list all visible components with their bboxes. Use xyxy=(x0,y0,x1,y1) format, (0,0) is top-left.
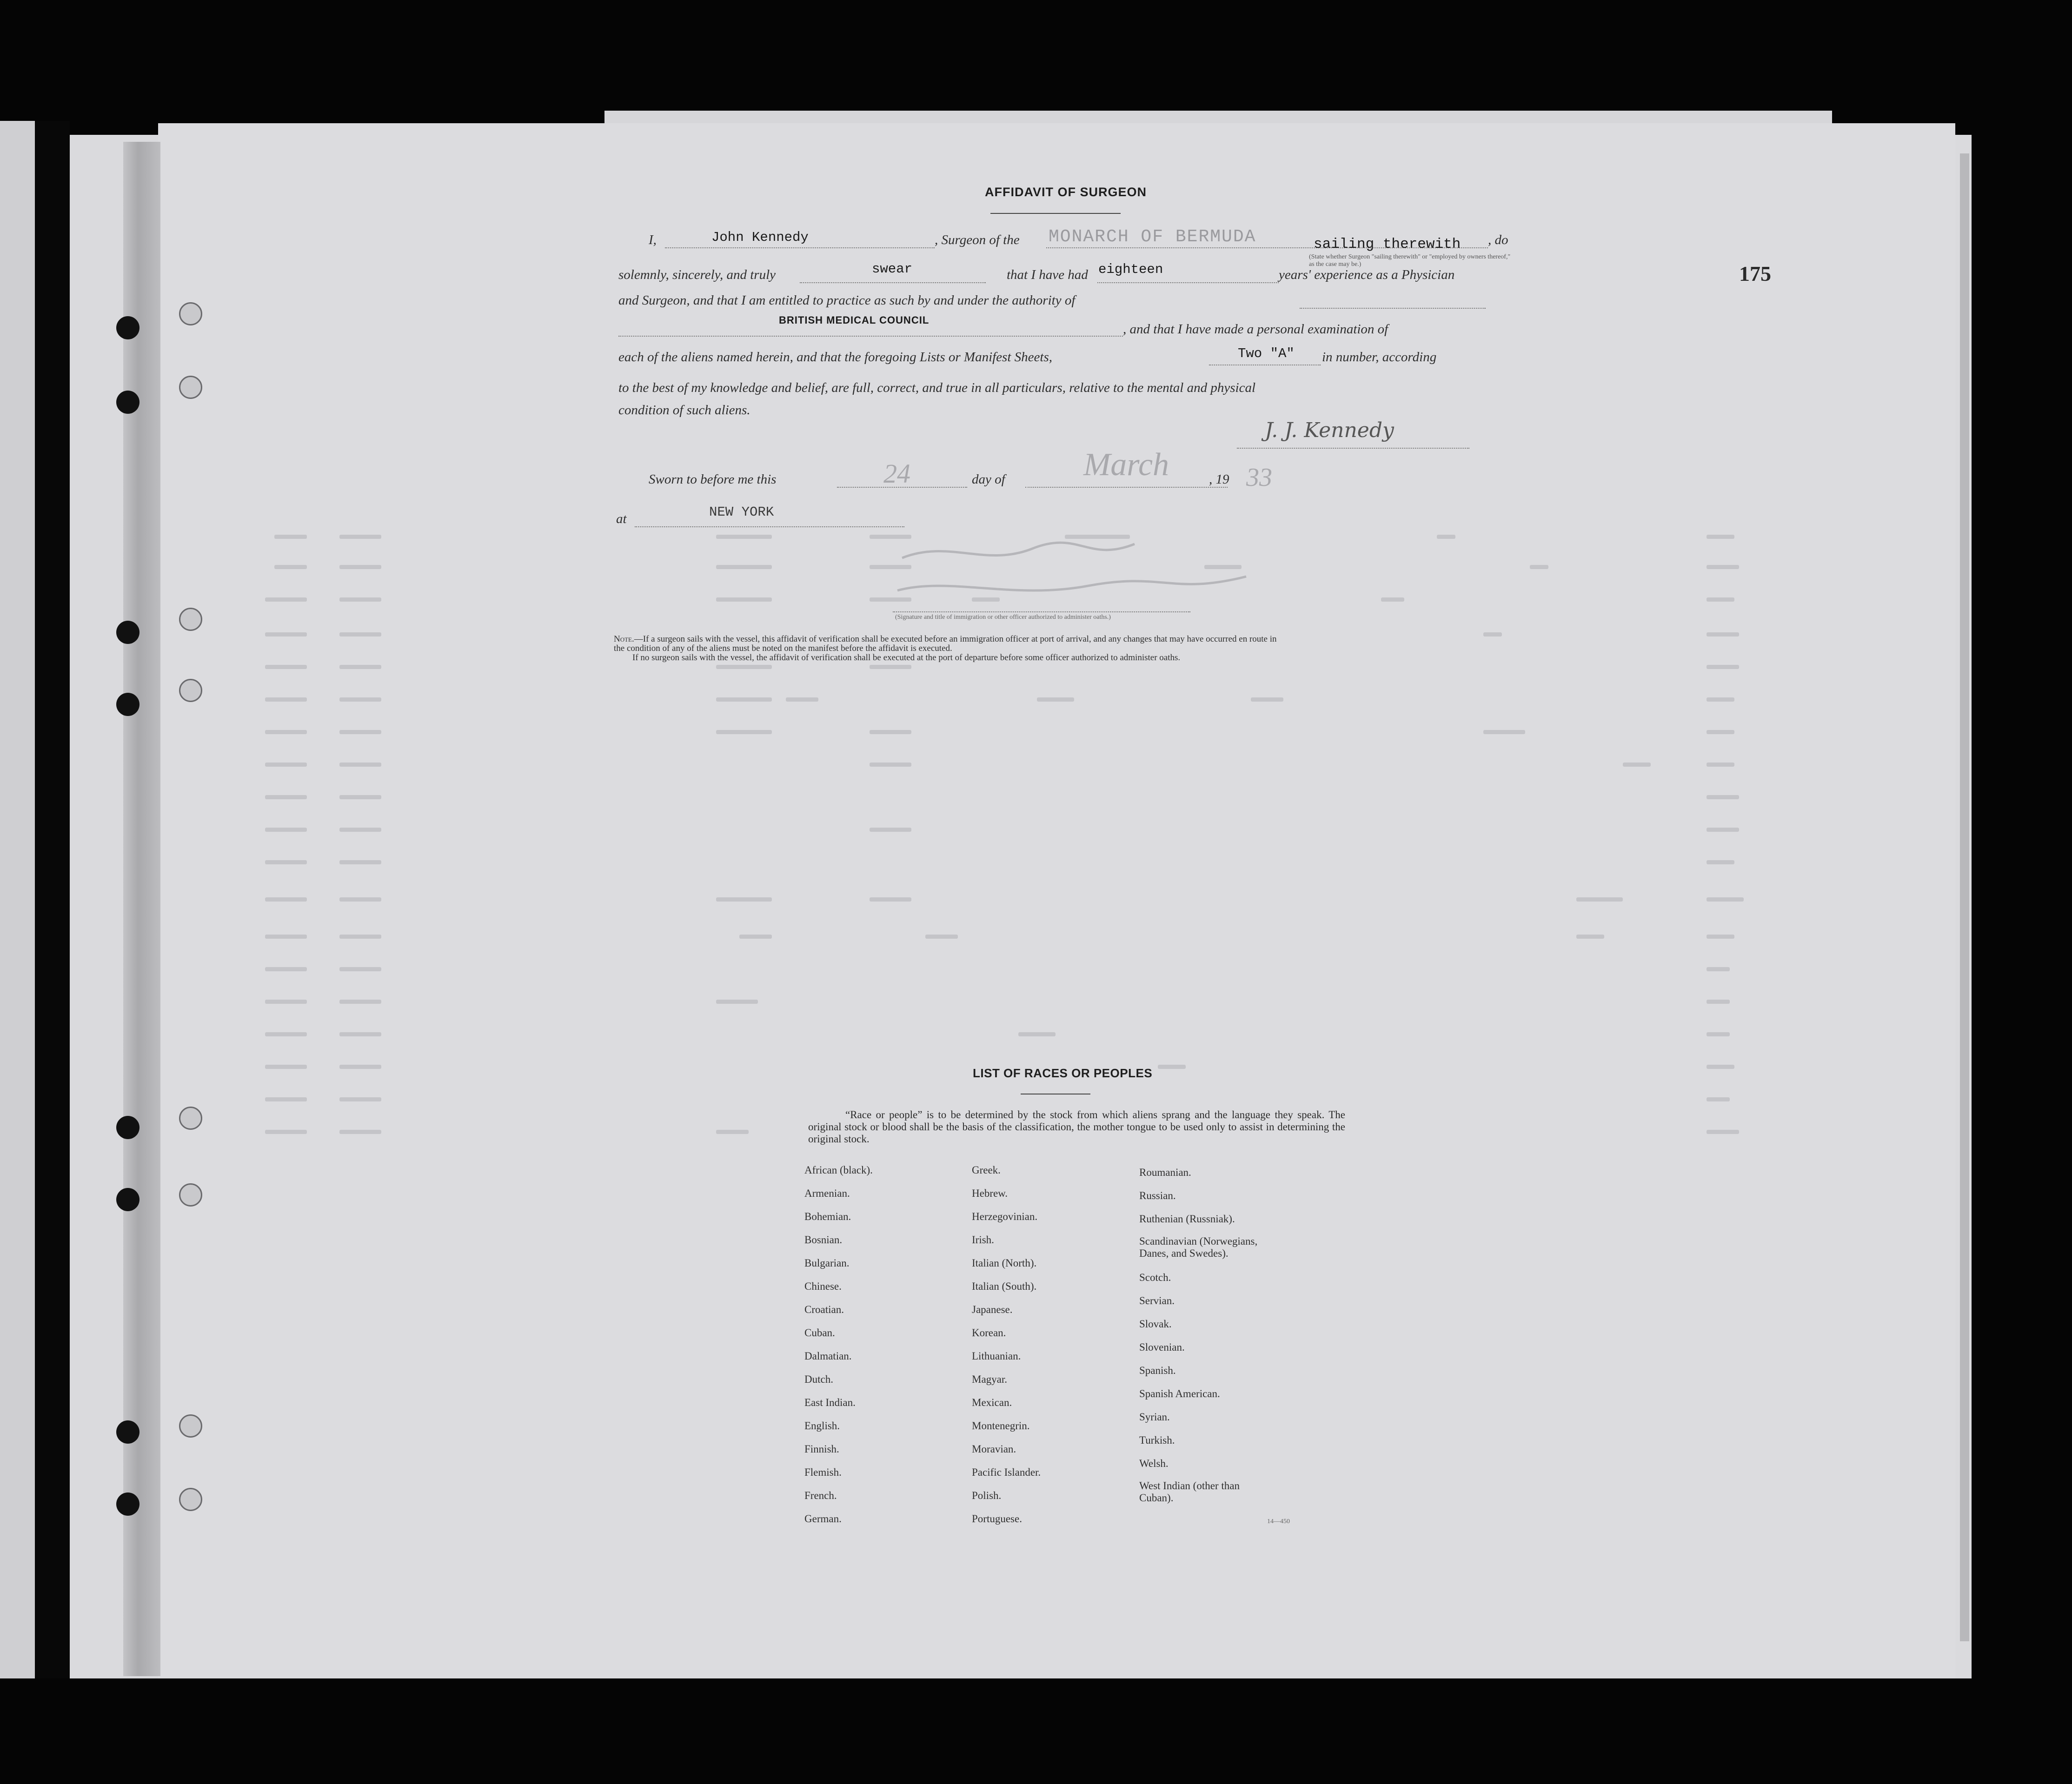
race-entry: Servian. xyxy=(1139,1295,1175,1306)
race-entry: Moravian. xyxy=(972,1443,1016,1455)
race-entry: Spanish. xyxy=(1139,1365,1176,1376)
page-number: 175 xyxy=(1739,262,1771,285)
race-entry: Armenian. xyxy=(804,1187,850,1199)
race-entry: Magyar. xyxy=(972,1373,1008,1385)
punch-hole xyxy=(116,1116,139,1139)
form-number: 14—450 xyxy=(1267,1518,1290,1525)
race-entry: Pacific Islander. xyxy=(972,1466,1041,1478)
sworn-year-prefix: , 19 xyxy=(1209,472,1229,487)
years-experience: eighteen xyxy=(1098,262,1163,277)
oath-line xyxy=(800,282,986,283)
race-entry: Dalmatian. xyxy=(804,1350,852,1362)
race-entry: Roumanian. xyxy=(1139,1167,1191,1178)
race-entry: Croatian. xyxy=(804,1304,844,1315)
years-line xyxy=(1097,282,1279,283)
sworn-prefix: Sworn to before me this xyxy=(649,472,777,487)
punch-hole xyxy=(116,693,139,716)
race-entry: German. xyxy=(804,1513,842,1525)
punch-hole xyxy=(116,391,139,414)
race-entry: Ruthenian (Russniak). xyxy=(1139,1213,1235,1225)
race-entry: Welsh. xyxy=(1139,1458,1169,1469)
line2-middle: that I have had xyxy=(1007,267,1088,282)
sworn-day: 24 xyxy=(883,458,910,489)
surgeon-name: John Kennedy xyxy=(711,230,809,245)
sworn-day-label: day of xyxy=(972,472,1005,487)
race-entry: Bosnian. xyxy=(804,1234,843,1246)
punch-hole xyxy=(116,1188,139,1211)
races-column-3 xyxy=(1139,1161,1325,1504)
punch-hole-ring xyxy=(179,679,202,702)
signature-line xyxy=(1237,448,1469,449)
race-entry: Slovenian. xyxy=(1139,1341,1185,1353)
title-underline xyxy=(990,213,1121,214)
punch-hole xyxy=(116,1492,139,1516)
sheet-count: Two "A" xyxy=(1238,346,1295,361)
licensing-authority: BRITISH MEDICAL COUNCIL xyxy=(779,314,930,326)
races-title: LIST OF RACES OR PEOPLES xyxy=(973,1066,1153,1080)
punch-hole-ring xyxy=(179,1183,202,1207)
punch-hole-ring xyxy=(179,376,202,399)
back-sheet-edge xyxy=(0,121,35,1678)
at-label: at xyxy=(616,511,627,526)
race-entry: Portuguese. xyxy=(972,1513,1022,1525)
line1-prefix: I, xyxy=(649,232,657,247)
race-entry: Finnish. xyxy=(804,1443,839,1455)
surgeon-signature: J. J. Kennedy xyxy=(1265,418,1394,442)
race-entry: Slovak. xyxy=(1139,1318,1172,1330)
race-entry: Syrian. xyxy=(1139,1411,1170,1423)
place-line xyxy=(635,526,904,527)
surgeon-name-line xyxy=(665,247,935,248)
capacity-hint: (State whether Surgeon "sailing therewith" or "employed by owners thereof," as the case may be.) xyxy=(1309,253,1511,268)
race-entry: Japanese. xyxy=(972,1304,1013,1315)
line7-text: condition of such aliens. xyxy=(618,403,750,418)
race-entry: English. xyxy=(804,1420,840,1432)
punch-hole-ring xyxy=(179,608,202,631)
race-entry: East Indian. xyxy=(804,1397,856,1408)
page-right-edge xyxy=(1960,153,1969,1641)
race-entry: French. xyxy=(804,1490,837,1501)
race-entry: Russian. xyxy=(1139,1190,1176,1201)
line5-suffix: in number, according xyxy=(1322,350,1437,365)
line5-prefix: each of the aliens named herein, and that the foregoing Lists or Manifest Sheets, xyxy=(618,350,1052,365)
surgeon-of-label: , Surgeon of the xyxy=(935,232,1020,247)
race-entry: Scotch. xyxy=(1139,1272,1171,1283)
line4-suffix: , and that I have made a personal examination of xyxy=(1123,322,1388,337)
race-entry: Italian (North). xyxy=(972,1257,1037,1269)
race-entry: Polish. xyxy=(972,1490,1002,1501)
line2-prefix: solemnly, sincerely, and truly xyxy=(618,267,776,282)
race-entry: Flemish. xyxy=(804,1466,842,1478)
oath-word: swear xyxy=(872,261,913,277)
punch-hole xyxy=(116,1420,139,1444)
punch-hole xyxy=(116,621,139,644)
race-entry: Cuban. xyxy=(804,1327,835,1339)
punch-hole-ring xyxy=(179,1107,202,1130)
race-entry: Italian (South). xyxy=(972,1280,1037,1292)
races-intro: “Race or people” is to be determined by the stock from which aliens sprang and the language they speak. The original stock or blood shall be the basis of the classification, the mother tongue to be used only to assist in determining the original stock. xyxy=(808,1109,1345,1145)
race-entry: African (black). xyxy=(804,1164,873,1176)
officer-signature xyxy=(893,530,1265,614)
line2-suffix: years' experience as a Physician xyxy=(1279,267,1455,282)
officer-caption: (Signature and title of immigration or other officer authorized to administer oaths.) xyxy=(895,614,1111,621)
binding-gap xyxy=(35,121,70,1678)
race-entry: Greek. xyxy=(972,1164,1001,1176)
affidavit-title: AFFIDAVIT OF SURGEON xyxy=(985,185,1147,199)
race-entry: Montenegrin. xyxy=(972,1420,1030,1432)
sworn-year: 33 xyxy=(1246,463,1272,492)
punch-hole-ring xyxy=(179,1488,202,1511)
note-line-2: the condition of any of the aliens must be noted on the manifest before the affidavit is executed. xyxy=(614,643,952,653)
sworn-month-line xyxy=(1025,487,1228,488)
note-label: Note. xyxy=(614,634,634,644)
races-column-1 xyxy=(804,1159,963,1531)
authority-line-end xyxy=(1300,308,1486,309)
race-entry: Herzegovinian. xyxy=(972,1211,1038,1222)
line1-suffix: , do xyxy=(1488,232,1508,247)
race-entry: West Indian (other than Cuban). xyxy=(1139,1480,1240,1504)
ship-name: MONARCH OF BERMUDA xyxy=(1049,227,1256,247)
punch-hole-ring xyxy=(179,302,202,325)
race-entry: Spanish American. xyxy=(1139,1388,1220,1399)
race-entry: Dutch. xyxy=(804,1373,833,1385)
race-entry: Korean. xyxy=(972,1327,1006,1339)
race-entry: Scandinavian (Norwegians, Danes, and Swedes). xyxy=(1139,1235,1258,1259)
race-entry: Mexican. xyxy=(972,1397,1012,1408)
race-entry: Bulgarian. xyxy=(804,1257,850,1269)
line3-text: and Surgeon, and that I am entitled to practice as such by and under the authority of xyxy=(618,293,1076,308)
race-entry: Hebrew. xyxy=(972,1187,1008,1199)
bleed-through-text xyxy=(228,530,1800,1144)
punch-hole xyxy=(116,316,139,339)
race-entry: Irish. xyxy=(972,1234,994,1246)
note-line-3: If no surgeon sails with the vessel, the affidavit of verification shall be executed at the port of departure before some officer authorized to administer oaths. xyxy=(632,653,1181,663)
races-column-2 xyxy=(972,1159,1130,1531)
race-entry: Turkish. xyxy=(1139,1434,1175,1446)
line6-text: to the best of my knowledge and belief, are full, correct, and true in all particulars, relative to the mental and physical xyxy=(618,380,1256,395)
sworn-month: March xyxy=(1083,447,1169,483)
surgeon-capacity: sailing therewith xyxy=(1314,236,1461,252)
punch-hole-ring xyxy=(179,1414,202,1438)
race-entry: Bohemian. xyxy=(804,1211,851,1222)
note-line-1: —If a surgeon sails with the vessel, this affidavit of verification shall be executed before an immigration officer at port of arrival, and any changes that may have occurred en route in xyxy=(634,634,1277,644)
race-entry: Chinese. xyxy=(804,1280,842,1292)
officer-line xyxy=(893,611,1190,612)
authority-line xyxy=(618,336,1123,337)
sworn-place: NEW YORK xyxy=(709,504,774,520)
binding-strip xyxy=(123,142,160,1676)
race-entry: Lithuanian. xyxy=(972,1350,1021,1362)
affidavit-note xyxy=(614,635,1277,663)
